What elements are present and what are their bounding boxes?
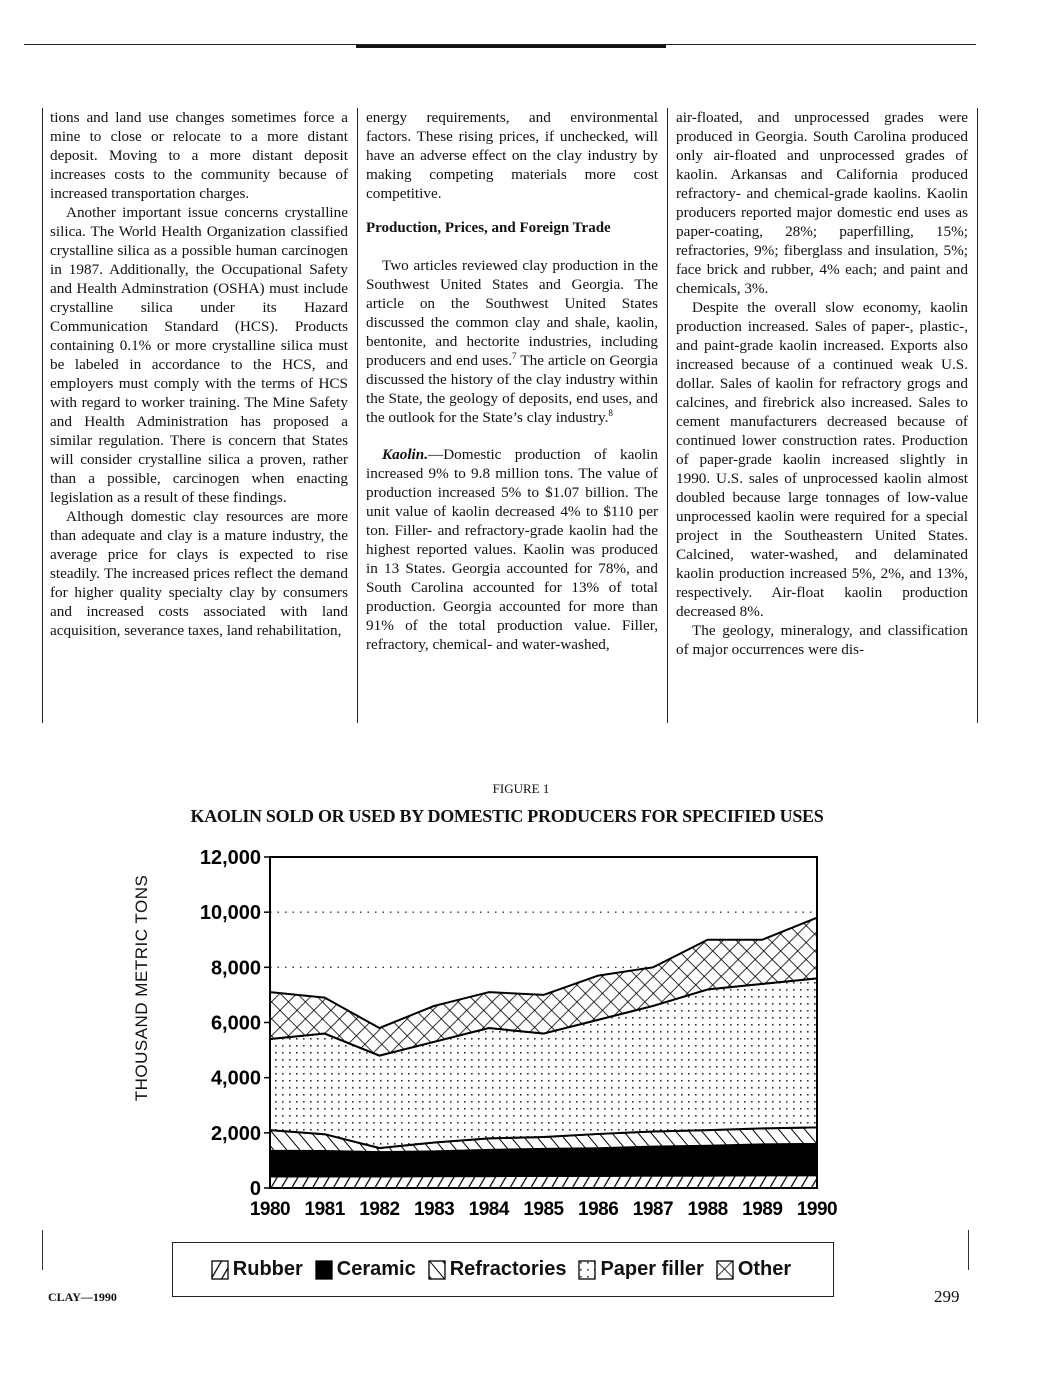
y-tick-label: 8,000	[210, 957, 261, 980]
x-tick-label: 1983	[413, 1199, 455, 1220]
x-tick-label: 1989	[742, 1199, 783, 1220]
legend-item-paper-filler	[578, 1258, 703, 1281]
x-tick-label: 1987	[632, 1199, 674, 1220]
paragraph: tions and land use changes sometimes force a mine to close or relocate to a more distant deposit. Moving to a more distant deposit increases costs to the community because of increased transportation charges.	[50, 109, 348, 202]
paragraph-text: —Domestic production of kaolin increased 9% to 9.8 million tons. The value of production increased 5% to $1.07 billion. The unit value of kaolin decreased 4% to $110 per ton. Filler- and refractory-grade kaolin had the highest reported values. Kaolin was produced in 13 States. Georgia accounted for 78%, and South Carolina accounted for 13% of total production. Georgia accounted for more than 91% of the total production value. Filler, refractory, chemical- and water-washed,	[366, 446, 658, 653]
back-hatch-swatch-icon	[428, 1260, 446, 1280]
page-number: 299	[934, 1287, 960, 1306]
x-tick-labels	[250, 1199, 837, 1220]
y-tick-label: 6,000	[210, 1012, 261, 1035]
margin-rule-right	[968, 1230, 969, 1270]
figure-label: FIGURE 1	[492, 781, 550, 796]
x-tick-label: 1984	[468, 1199, 509, 1220]
paragraph-text: The article on Georgia discussed the history of the clay industry within the State, the geology of deposits, end uses, and the outlook for the State’s clay industry.	[366, 352, 658, 426]
x-tick-label: 1986	[578, 1199, 619, 1220]
y-tick-label: 2,000	[210, 1122, 261, 1145]
legend-item-other	[716, 1258, 791, 1281]
x-tick-label: 1980	[249, 1199, 291, 1220]
crosshatch-swatch-icon	[716, 1260, 734, 1280]
x-tick-label: 1990	[796, 1199, 838, 1220]
x-tick-label: 1988	[687, 1199, 728, 1220]
y-tick-label: 12,000	[199, 847, 261, 869]
area-series	[270, 918, 817, 1188]
legend-label: Rubber	[232, 1258, 303, 1280]
y-tick-label: 0	[249, 1178, 261, 1200]
x-tick-label: 1985	[523, 1199, 564, 1220]
chart-legend	[172, 1242, 834, 1297]
paragraph: The geology, mineralogy, and classification of major occurrences were dis-	[676, 622, 968, 658]
chart-title: KAOLIN SOLD OR USED BY DOMESTIC PRODUCERS FOR SPECIFIED USES	[190, 806, 824, 826]
y-tick-labels	[200, 847, 261, 1200]
paragraph: air-floated, and unprocessed grades were produced in Georgia. South Carolina produced only air-floated and unprocessed grades of kaolin. Arkansas and California produced refractory- and chemical-grade kaolins. Kaolin producers reported major domestic end uses as paper-coating, 28%; paperfilling, 15%; refractories, 9%; fiberglass and insulation, 5%; face brick and rubber, 4% each; and paint and chemicals, 3%.	[676, 109, 968, 297]
legend-label: Other	[737, 1258, 792, 1280]
legend-item-ceramic	[315, 1258, 416, 1281]
solid-black-swatch-icon	[315, 1260, 333, 1280]
y-tick-label: 4,000	[210, 1067, 261, 1090]
run-in-heading: Kaolin.	[382, 446, 429, 463]
paragraph: Although domestic clay resources are more than adequate and clay is a mature industry, the average price for clays is expected to rise steadily. The increased prices reflect the demand for higher quality specialty clay by consumers and increased costs associated with land acquisition, severance taxes, land rehabilitation,	[50, 508, 348, 639]
paragraph: energy requirements, and environmental factors. These rising prices, if unchecked, will have an adverse effect on the clay industry by making competing materials more cost competitive.	[366, 109, 658, 202]
paragraph-text: Two articles reviewed clay production in the Southwest United States and Georgia. The article on the Southwest United States discussed the common clay and shale, kaolin, bentonite, and hectorite industries, including producers and end uses.	[366, 257, 658, 369]
x-tick-label: 1981	[304, 1199, 345, 1220]
x-tick-label: 1982	[359, 1199, 400, 1220]
footnote-ref[interactable]: 8	[608, 407, 613, 418]
dots-swatch-icon	[578, 1260, 596, 1280]
paragraph: Despite the overall slow economy, kaolin production increased. Sales of paper-, plastic-, and paint-grade kaolin increased. Exports also increased because of a continued weak U.S. dollar. Sales of kaolin for refractory grogs and calcines, and firebrick also increased. Sales to cement manufacturers decreased because of continued lower construction rates. Production of paper-grade kaolin increased slightly in 1990. U.S. sales of unprocessed kaolin almost doubled because large tonnages of low-value unprocessed kaolin were required for a special project in the Southeastern United States. Calcined, water-washed, and delaminated kaolin production increased 5%, 2%, and 13%, respectively. Air-float kaolin production decreased 8%.	[676, 299, 968, 620]
legend-item-rubber	[211, 1258, 303, 1281]
legend-label: Refractories	[449, 1258, 567, 1280]
section-heading: Production, Prices, and Foreign Trade	[366, 220, 611, 236]
y-tick-label: 10,000	[199, 902, 261, 925]
forward-hatch-swatch-icon	[211, 1260, 229, 1280]
y-axis-label: THOUSAND METRIC TONS	[132, 874, 151, 1102]
running-footer: CLAY—1990	[48, 1290, 117, 1304]
legend-label: Ceramic	[336, 1258, 416, 1280]
footnote-ref[interactable]: 7	[512, 350, 517, 361]
legend-item-refractories	[428, 1258, 567, 1281]
paragraph: Another important issue concerns crystalline silica. The World Health Organization classified crystalline silica as a possible human carcinogen in 1987. Additionally, the Occupational Safety and Health Adminstration (OSHA) must include crystalline silica under its Hazard Communication Standard (HCS). Products containing 0.1% or more crystalline silica must be labeled in accordance to the HCS, and employers must comply with the terms of HCS with regard to worker training. The Mine Safety and Health Administration has proposed a similar regulation. There is concern that States will consider crystalline silica a proven, rather than a possible, carcinogen when enacting legislation as a result of these findings.	[50, 204, 348, 506]
margin-rule-left	[42, 1230, 43, 1270]
legend-label: Paper filler	[600, 1258, 704, 1280]
